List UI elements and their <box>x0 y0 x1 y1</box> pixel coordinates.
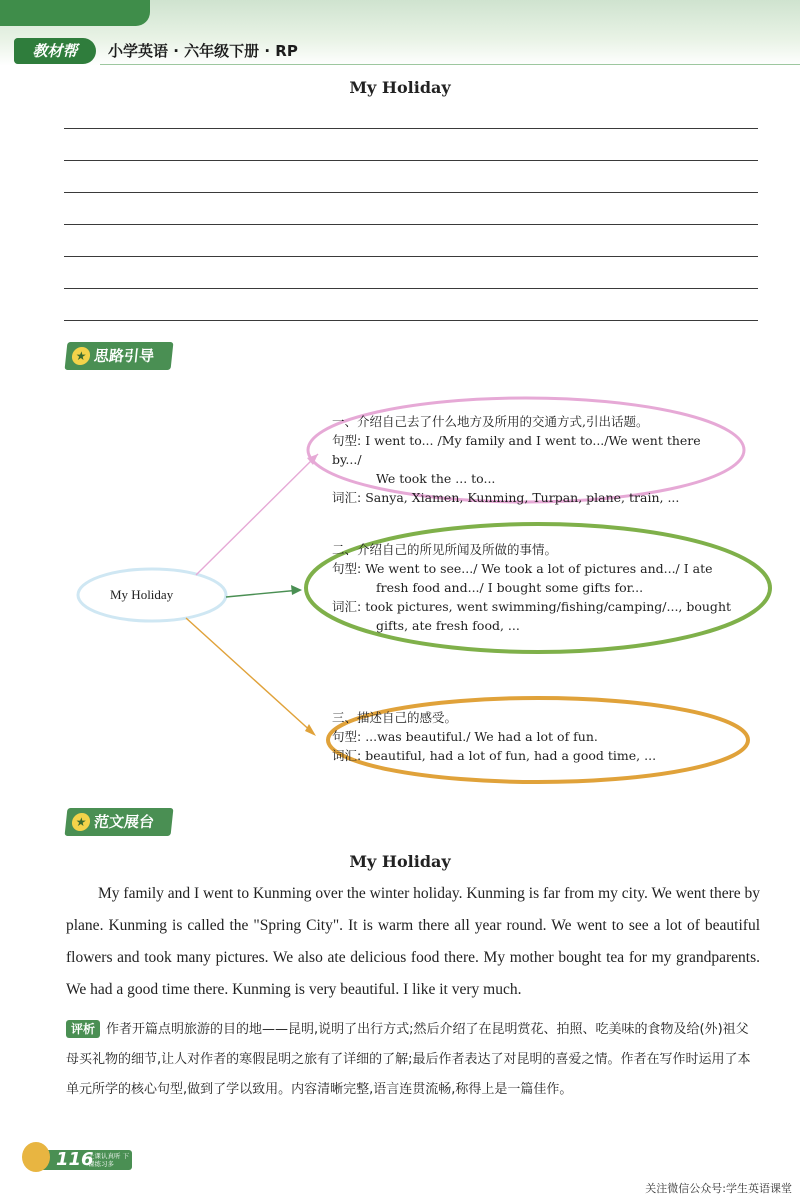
pattern-label: 句型: <box>332 433 362 448</box>
pattern-label: 句型: <box>332 561 362 576</box>
pattern-label: 句型: <box>332 729 362 744</box>
writing-line[interactable] <box>64 192 758 193</box>
writing-line[interactable] <box>64 160 758 161</box>
page-slogan: 上课认真听 下课练习多 <box>88 1152 130 1168</box>
vocab-text: Sanya, Xiamen, Kunming, Turpan, plane, train, ... <box>365 490 680 505</box>
star-icon: ★ <box>71 813 91 831</box>
pattern-text: We took the ... to... <box>376 471 496 486</box>
comment-block <box>66 1015 760 1105</box>
arrow-green-icon <box>291 585 302 595</box>
connector-orange <box>186 618 314 734</box>
vocab-label: 词汇: <box>332 599 362 614</box>
writing-line[interactable] <box>64 256 758 257</box>
pattern-text: ...was beautiful./ We had a lot of fun. <box>365 729 598 744</box>
mind-map <box>0 390 800 790</box>
book-title: 小学英语 · 六年级下册 · RP <box>108 42 298 60</box>
pattern-text: I went to... /My family and I went to.../We went there by.../ <box>332 433 701 467</box>
connector-green <box>226 590 300 597</box>
bubble-heading: 三、描述自己的感受。 <box>332 710 458 725</box>
writing-line[interactable] <box>64 128 758 129</box>
writing-line[interactable] <box>64 288 758 289</box>
bubble-heading: 一、介绍自己去了什么地方及所用的交通方式,引出话题。 <box>332 414 649 429</box>
star-icon: ★ <box>71 347 91 365</box>
mascot-icon <box>22 1142 50 1172</box>
pattern-text: fresh food and.../ I bought some gifts for... <box>376 580 644 595</box>
section-tag-sample <box>65 808 174 836</box>
vocab-text: gifts, ate fresh food, ... <box>376 618 520 633</box>
bubble-1 <box>332 412 732 507</box>
connector-pink <box>196 454 318 575</box>
section-label: 范文展台 <box>93 813 155 831</box>
page-number-badge <box>22 1146 140 1172</box>
comment-text: 作者开篇点明旅游的目的地——昆明,说明了出行方式;然后介绍了在昆明赏花、拍照、吃美味的食物及给(外)祖父母买礼物的细节,让人对作者的寒假昆明之旅有了详细的了解;最后作者表达了对昆明的喜爱之情。作者在写作时运用了本单元所学的核心句型,做到了学以致用。内容清晰完整,语言连贯流畅,称得上是一篇佳作。 <box>66 1022 751 1097</box>
header-stripe <box>0 0 150 26</box>
section-tag-guide <box>65 342 174 370</box>
header-divider <box>100 64 800 65</box>
vocab-label: 词汇: <box>332 748 362 763</box>
vocab-text: beautiful, had a lot of fun, had a good time, ... <box>365 748 657 763</box>
vocab-text: took pictures, went swimming/fishing/camping/..., bought <box>365 599 732 614</box>
page-number: 116 <box>56 1149 94 1170</box>
section-label: 思路引导 <box>93 347 155 365</box>
bubble-3 <box>332 708 732 765</box>
page-header <box>0 0 800 66</box>
comment-tag: 评析 <box>66 1020 100 1038</box>
vocab-label: 词汇: <box>332 490 362 505</box>
bubble-heading: 二、介绍自己的所见所闻及所做的事情。 <box>332 542 558 557</box>
writing-title: My Holiday <box>349 78 451 97</box>
arrow-orange-icon <box>305 724 316 736</box>
mind-map-center: My Holiday <box>110 587 174 602</box>
essay-body: My family and I went to Kunming over the winter holiday. Kunming is far from my city. We went there by plane. Kunming is called the "Spring City". It is warm there all year round. We went to see a lot of beautiful flowers and took many pictures. We also ate delicious food there. My mother bought tea for my grandparents. We had a good time there. Kunming is very beautiful. I like it very much. <box>66 885 760 998</box>
footer-note: 关注微信公众号:学生英语课堂 <box>645 1182 792 1195</box>
writing-line[interactable] <box>64 320 758 321</box>
pattern-text: We went to see.../ We took a lot of pictures and.../ I ate <box>365 561 713 576</box>
brand-tag: 教材帮 <box>14 38 96 64</box>
bubble-2 <box>332 540 732 635</box>
essay-title: My Holiday <box>349 852 451 871</box>
writing-line[interactable] <box>64 224 758 225</box>
